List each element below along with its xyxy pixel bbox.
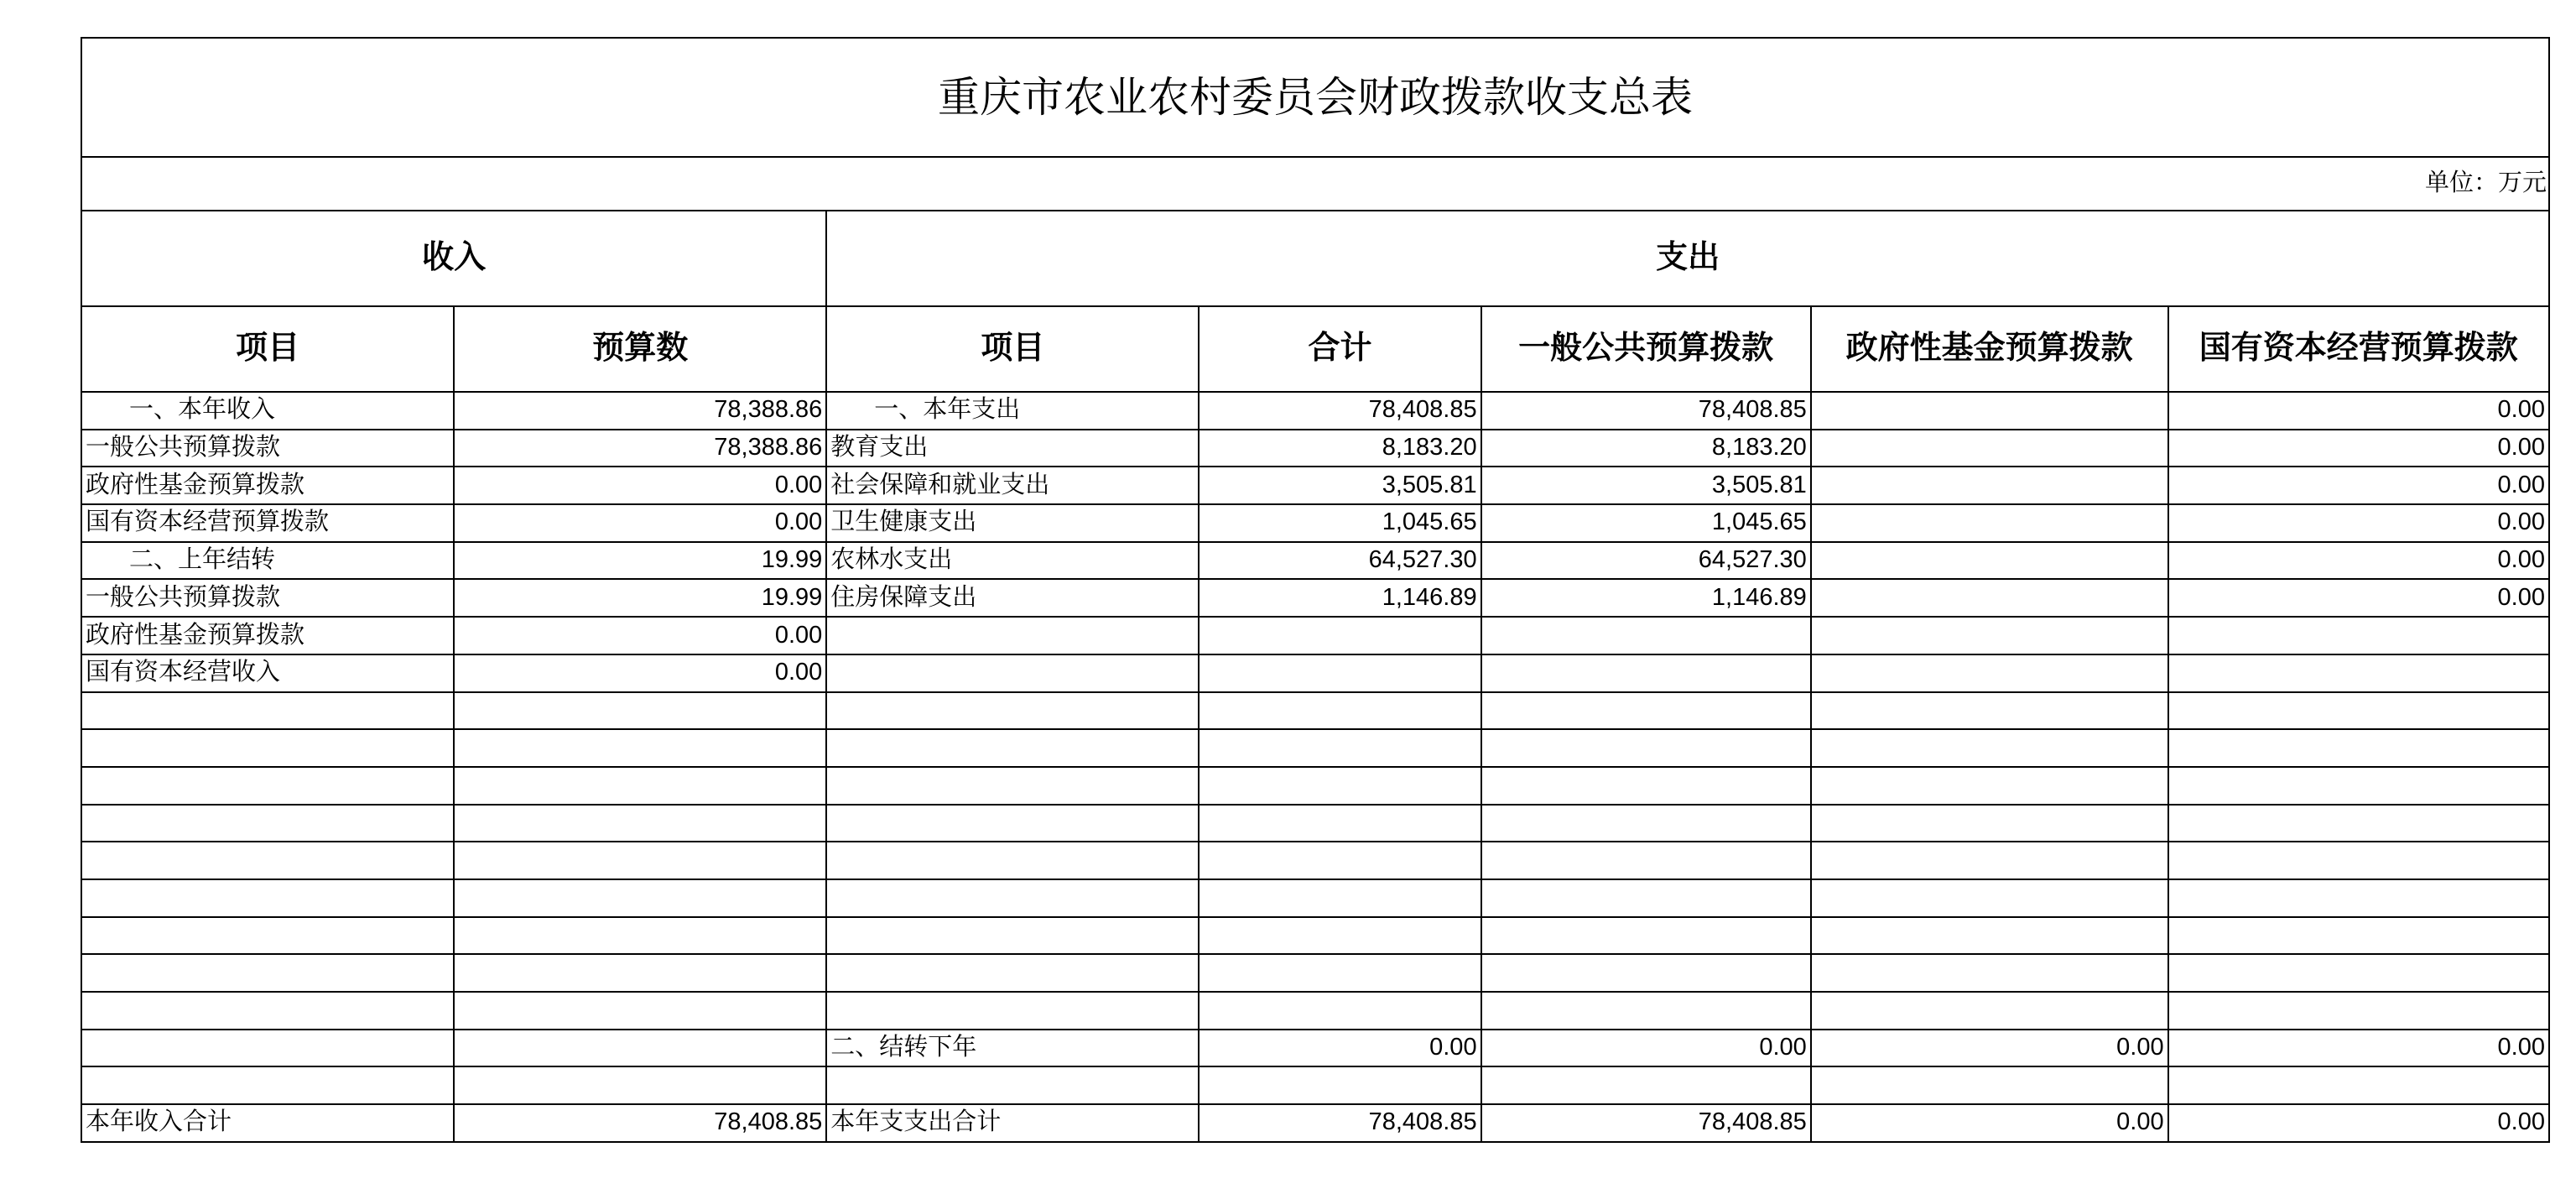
cell-expense-gov-fund — [1811, 392, 2168, 430]
col-header-general-budget: 一般公共预算拨款 — [1481, 306, 1811, 392]
cell-expense-gov-fund — [1811, 430, 2168, 467]
title-row — [81, 38, 2549, 157]
cell-expense-item — [826, 729, 1199, 767]
col-header-gov-fund: 政府性基金预算拨款 — [1811, 306, 2168, 392]
table-row — [81, 842, 2549, 879]
cell-expense-general: 78,408.85 — [1481, 1104, 1811, 1142]
cell-expense-general: 0.00 — [1481, 1030, 1811, 1067]
cell-income-budget: 19.99 — [454, 579, 826, 617]
cell-expense-state-capital — [2168, 805, 2549, 842]
cell-expense-total: 1,045.65 — [1199, 504, 1481, 542]
cell-expense-total: 78,408.85 — [1199, 1104, 1481, 1142]
cell-expense-gov-fund: 0.00 — [1811, 1104, 2168, 1142]
cell-expense-general — [1481, 654, 1811, 692]
cell-expense-state-capital — [2168, 992, 2549, 1030]
cell-income-budget: 0.00 — [454, 617, 826, 654]
cell-income-item: 二、上年结转 — [81, 542, 454, 580]
cell-income-budget — [454, 767, 826, 805]
col-header-expense-item: 项目 — [826, 306, 1199, 392]
unit-label: 单位：万元 — [81, 157, 2549, 211]
table-title: 重庆市农业农村委员会财政拨款收支总表 — [81, 38, 2549, 157]
cell-expense-gov-fund — [1811, 467, 2168, 504]
cell-expense-gov-fund — [1811, 617, 2168, 654]
cell-expense-gov-fund — [1811, 692, 2168, 730]
cell-expense-state-capital — [2168, 654, 2549, 692]
cell-expense-total: 0.00 — [1199, 1030, 1481, 1067]
table-row — [81, 1104, 2549, 1142]
cell-expense-state-capital — [2168, 917, 2549, 955]
fiscal-summary-table — [81, 37, 2550, 1143]
cell-expense-gov-fund — [1811, 842, 2168, 879]
cell-income-item: 国有资本经营预算拨款 — [81, 504, 454, 542]
cell-expense-state-capital: 0.00 — [2168, 579, 2549, 617]
cell-expense-general: 8,183.20 — [1481, 430, 1811, 467]
cell-income-budget — [454, 917, 826, 955]
cell-income-item: 一、本年收入 — [81, 392, 454, 430]
income-group-header: 收入 — [81, 211, 826, 306]
cell-expense-gov-fund — [1811, 542, 2168, 580]
expense-group-header: 支出 — [826, 211, 2549, 306]
cell-income-item: 一般公共预算拨款 — [81, 579, 454, 617]
cell-expense-general — [1481, 805, 1811, 842]
cell-expense-total: 78,408.85 — [1199, 392, 1481, 430]
cell-expense-total — [1199, 767, 1481, 805]
cell-expense-state-capital — [2168, 879, 2549, 917]
cell-expense-item — [826, 767, 1199, 805]
cell-expense-total — [1199, 617, 1481, 654]
table-row — [81, 917, 2549, 955]
table-row — [81, 504, 2549, 542]
table-row — [81, 692, 2549, 730]
cell-expense-total — [1199, 1066, 1481, 1104]
cell-income-budget: 0.00 — [454, 654, 826, 692]
table-row — [81, 879, 2549, 917]
cell-income-budget — [454, 879, 826, 917]
cell-expense-state-capital: 0.00 — [2168, 1030, 2549, 1067]
cell-income-budget: 0.00 — [454, 504, 826, 542]
cell-expense-general: 1,146.89 — [1481, 579, 1811, 617]
cell-expense-item: 二、结转下年 — [826, 1030, 1199, 1067]
col-header-total: 合计 — [1199, 306, 1481, 392]
cell-income-budget — [454, 1066, 826, 1104]
cell-expense-general — [1481, 692, 1811, 730]
table-body — [81, 392, 2549, 1142]
cell-expense-total: 8,183.20 — [1199, 430, 1481, 467]
cell-expense-total: 1,146.89 — [1199, 579, 1481, 617]
cell-expense-general: 3,505.81 — [1481, 467, 1811, 504]
col-header-budget: 预算数 — [454, 306, 826, 392]
cell-expense-state-capital — [2168, 767, 2549, 805]
unit-row — [81, 157, 2549, 211]
cell-expense-state-capital — [2168, 842, 2549, 879]
cell-expense-gov-fund — [1811, 1066, 2168, 1104]
cell-expense-state-capital: 0.00 — [2168, 467, 2549, 504]
cell-expense-state-capital — [2168, 692, 2549, 730]
group-header-row — [81, 211, 2549, 306]
col-header-state-capital: 国有资本经营预算拨款 — [2168, 306, 2549, 392]
cell-expense-total — [1199, 692, 1481, 730]
cell-expense-gov-fund — [1811, 805, 2168, 842]
cell-expense-state-capital — [2168, 729, 2549, 767]
table-row — [81, 617, 2549, 654]
cell-expense-gov-fund — [1811, 767, 2168, 805]
cell-expense-total — [1199, 992, 1481, 1030]
cell-expense-total: 64,527.30 — [1199, 542, 1481, 580]
cell-expense-state-capital — [2168, 617, 2549, 654]
cell-income-budget — [454, 729, 826, 767]
cell-expense-state-capital: 0.00 — [2168, 504, 2549, 542]
cell-expense-item — [826, 617, 1199, 654]
cell-income-budget: 0.00 — [454, 467, 826, 504]
cell-income-item: 国有资本经营收入 — [81, 654, 454, 692]
cell-expense-state-capital — [2168, 954, 2549, 992]
cell-expense-gov-fund — [1811, 729, 2168, 767]
table-row — [81, 954, 2549, 992]
cell-expense-total — [1199, 842, 1481, 879]
table-row — [81, 805, 2549, 842]
cell-income-item — [81, 917, 454, 955]
cell-expense-general — [1481, 842, 1811, 879]
cell-expense-gov-fund — [1811, 579, 2168, 617]
cell-expense-state-capital: 0.00 — [2168, 1104, 2549, 1142]
cell-expense-general — [1481, 879, 1811, 917]
cell-income-budget — [454, 692, 826, 730]
cell-expense-gov-fund — [1811, 992, 2168, 1030]
cell-income-item: 本年收入合计 — [81, 1104, 454, 1142]
cell-expense-total — [1199, 917, 1481, 955]
cell-expense-general — [1481, 992, 1811, 1030]
cell-expense-gov-fund — [1811, 654, 2168, 692]
cell-expense-item — [826, 879, 1199, 917]
cell-expense-item — [826, 654, 1199, 692]
cell-expense-item: 一、本年支出 — [826, 392, 1199, 430]
table-row — [81, 1030, 2549, 1067]
cell-expense-general: 1,045.65 — [1481, 504, 1811, 542]
cell-income-budget — [454, 842, 826, 879]
cell-expense-general — [1481, 617, 1811, 654]
cell-income-budget — [454, 992, 826, 1030]
cell-expense-state-capital — [2168, 1066, 2549, 1104]
cell-income-item — [81, 729, 454, 767]
cell-expense-state-capital: 0.00 — [2168, 542, 2549, 580]
table-row — [81, 392, 2549, 430]
cell-expense-item — [826, 805, 1199, 842]
cell-income-item — [81, 992, 454, 1030]
cell-expense-general — [1481, 767, 1811, 805]
table-row — [81, 992, 2549, 1030]
cell-expense-total — [1199, 654, 1481, 692]
column-header-row — [81, 306, 2549, 392]
cell-expense-item — [826, 1066, 1199, 1104]
cell-expense-gov-fund — [1811, 917, 2168, 955]
cell-expense-item: 社会保障和就业支出 — [826, 467, 1199, 504]
cell-expense-item: 住房保障支出 — [826, 579, 1199, 617]
cell-income-budget — [454, 954, 826, 992]
cell-income-item — [81, 805, 454, 842]
table-row — [81, 542, 2549, 580]
cell-expense-state-capital: 0.00 — [2168, 430, 2549, 467]
cell-expense-total — [1199, 879, 1481, 917]
cell-income-budget: 19.99 — [454, 542, 826, 580]
cell-income-item: 政府性基金预算拨款 — [81, 467, 454, 504]
cell-expense-item — [826, 992, 1199, 1030]
cell-expense-general — [1481, 1066, 1811, 1104]
cell-income-item — [81, 879, 454, 917]
table-row — [81, 767, 2549, 805]
cell-expense-general — [1481, 954, 1811, 992]
cell-expense-item: 农林水支出 — [826, 542, 1199, 580]
table-row — [81, 654, 2549, 692]
cell-expense-total — [1199, 729, 1481, 767]
cell-income-item — [81, 692, 454, 730]
cell-expense-gov-fund — [1811, 879, 2168, 917]
cell-income-budget — [454, 1030, 826, 1067]
cell-expense-gov-fund — [1811, 504, 2168, 542]
cell-expense-item: 本年支支出合计 — [826, 1104, 1199, 1142]
cell-income-item — [81, 1066, 454, 1104]
cell-expense-general: 64,527.30 — [1481, 542, 1811, 580]
cell-income-budget — [454, 805, 826, 842]
cell-income-item — [81, 767, 454, 805]
table-row — [81, 579, 2549, 617]
cell-expense-state-capital: 0.00 — [2168, 392, 2549, 430]
cell-expense-item — [826, 954, 1199, 992]
cell-expense-gov-fund — [1811, 954, 2168, 992]
cell-income-item — [81, 1030, 454, 1067]
cell-expense-item: 卫生健康支出 — [826, 504, 1199, 542]
cell-expense-total: 3,505.81 — [1199, 467, 1481, 504]
cell-income-budget: 78,408.85 — [454, 1104, 826, 1142]
cell-income-budget: 78,388.86 — [454, 392, 826, 430]
cell-expense-general — [1481, 729, 1811, 767]
cell-expense-gov-fund: 0.00 — [1811, 1030, 2168, 1067]
cell-income-item: 政府性基金预算拨款 — [81, 617, 454, 654]
cell-expense-item: 教育支出 — [826, 430, 1199, 467]
cell-income-item — [81, 954, 454, 992]
cell-expense-total — [1199, 954, 1481, 992]
cell-income-budget: 78,388.86 — [454, 430, 826, 467]
cell-income-item: 一般公共预算拨款 — [81, 430, 454, 467]
cell-expense-item — [826, 917, 1199, 955]
table-row — [81, 430, 2549, 467]
cell-income-item — [81, 842, 454, 879]
cell-expense-item — [826, 842, 1199, 879]
table-row — [81, 467, 2549, 504]
col-header-income-item: 项目 — [81, 306, 454, 392]
cell-expense-item — [826, 692, 1199, 730]
table-row — [81, 1066, 2549, 1104]
cell-expense-total — [1199, 805, 1481, 842]
cell-expense-general: 78,408.85 — [1481, 392, 1811, 430]
table-row — [81, 729, 2549, 767]
cell-expense-general — [1481, 917, 1811, 955]
